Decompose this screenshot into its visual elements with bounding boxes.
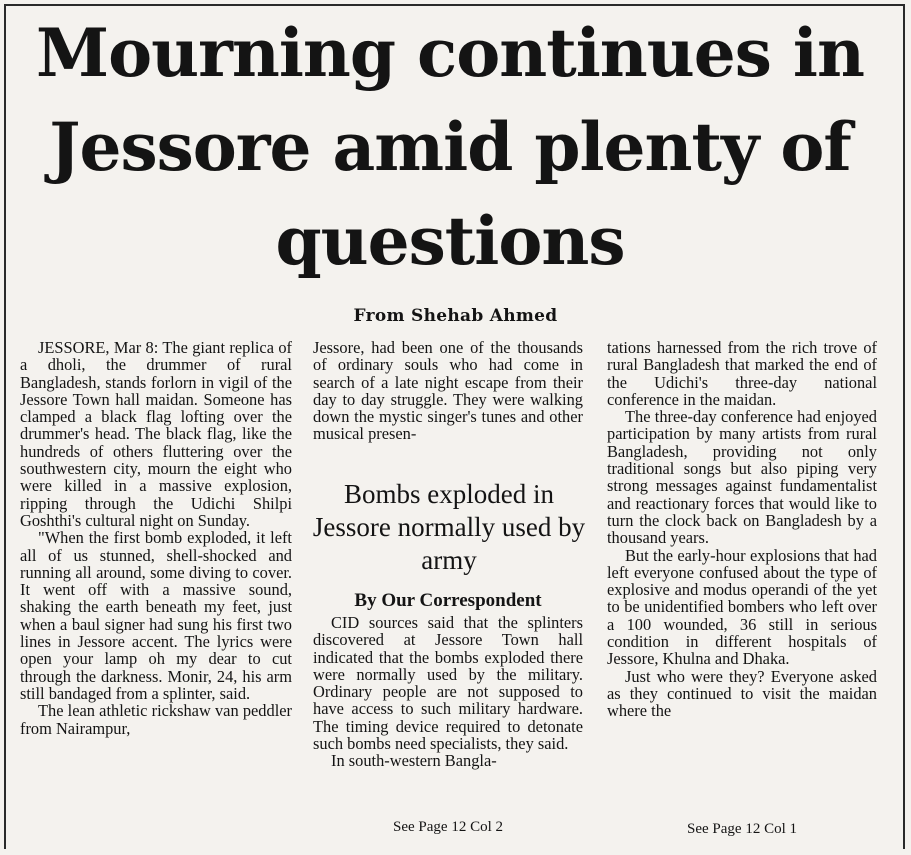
paragraph: But the early-hour explosions that had left everyone confused about the type of explosive and modus operandi of the yet to be unidentified bombers who left over a 100 wounded, 36 still in serious condition in different hospitals of Jessore, Khulna and Dhaka. [607,545,877,669]
subheadline: Bombs exploded in Jessore normally used by army [312,479,586,575]
column-2-top [313,339,583,443]
paragraph: JESSORE, Mar 8: The giant replica of a dholi, the drummer of rural Bangladesh, stands forlorn in vigil of the Jessore Town hall maidan. Someone has clamped a black flag lofting over the drummer's head. The black flag, like the hundreds of others fluttering over the southwestern city, mourn the eight who were killed in a massive explosion, ripping through the Udichi Shilpi Goshthi's cultural night on Sunday. [20,338,292,530]
paragraph: tations harnessed from the rich trove of rural Bangladesh that marked the end of the Udichi's three-day national conference in the maidan. [607,338,877,409]
paragraph: The lean athletic rickshaw van peddler from Nairampur, [20,701,292,738]
paragraph: The three-day conference had enjoyed participation by many artists from rural Bangladesh, providing not only traditional songs but also piping very strong messages against fundamentalist and reactionary forces that would like to turn the clock back on Bangladesh by a thousand years. [607,407,877,548]
paragraph: Just who were they? Everyone asked as they continued to visit the maidan where the [607,666,877,721]
paragraph: In south-western Bangla- [331,751,497,771]
headline: Mourning continues in Jessore amid plenty of questions [36,14,864,280]
column-1 [20,339,292,737]
column-3 [607,339,877,720]
continued-notice-col3: See Page 12 Col 1 [687,821,797,837]
byline: From Shehab Ahmed [353,306,558,326]
sub-byline: By Our Correspondent [354,590,542,611]
paragraph: CID sources said that the splinters discovered at Jessore Town hall indicated that the bombs exploded there were normally used by the military. Ordinary people are not supposed to have access to such military hardware. The timing device required to detonate such bombs need specialists, they said. [313,613,583,754]
column-2-bottom [313,614,583,770]
paragraph: "When the first bomb exploded, it left all of us stunned, shell-shocked and running all around, some diving to cover. It went off with a massive sound, shaking the earth beneath my feet, just when a baul signer had sung his first two lines in Jessore accent. The lyrics were open your lamp oh my dear to cut through the darkness. Monir, 24, his arm still bandaged from a splinter, said. [20,528,292,703]
paragraph: Jessore, had been one of the thousands of ordinary souls who had come in search of a late night escape from their day to day struggle. They were walking down the mystic singer's tunes and other musical presen- [313,338,583,444]
continued-notice-col2: See Page 12 Col 2 [393,819,503,835]
